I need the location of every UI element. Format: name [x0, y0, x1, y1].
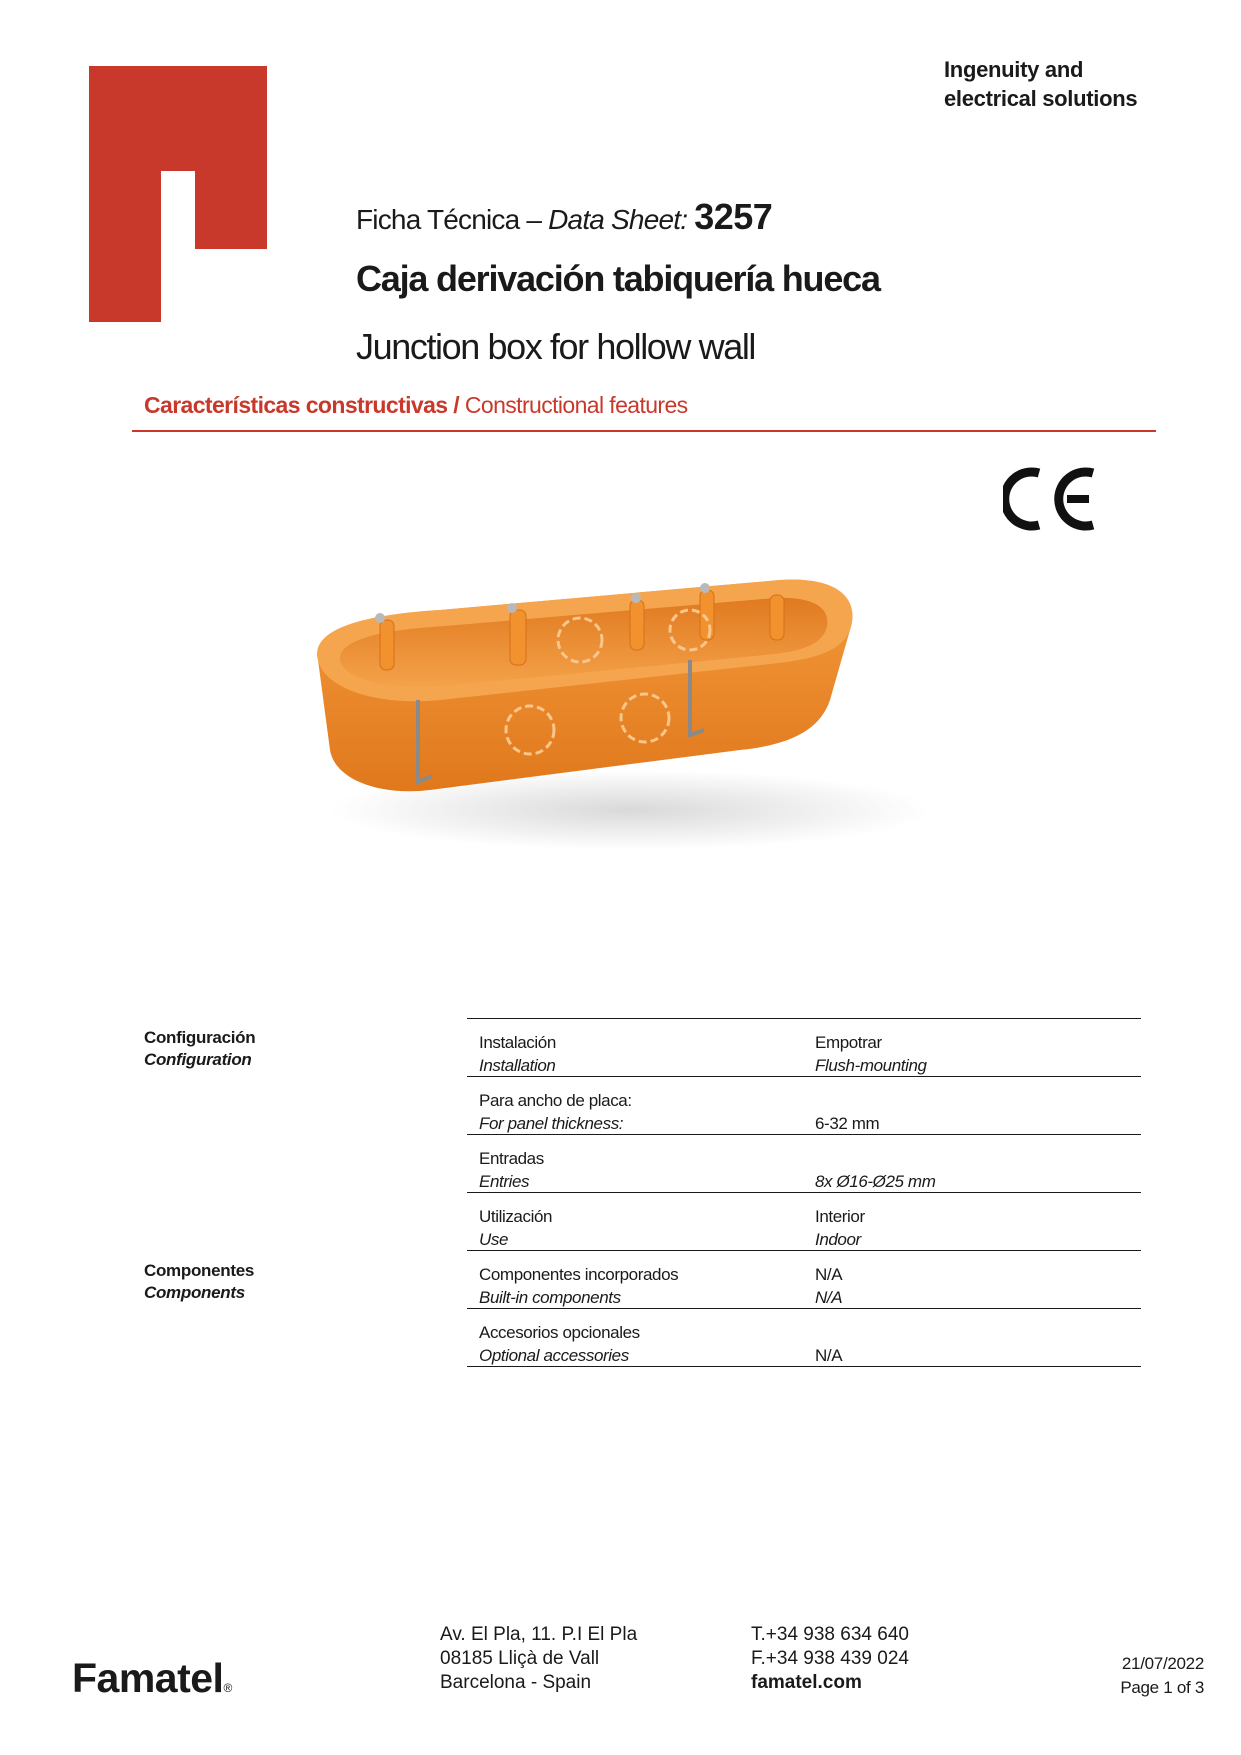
spec-value-es: N/A [815, 1265, 843, 1284]
footer-brand: Famatel [72, 1655, 224, 1701]
spec-name-en: For panel thickness: [479, 1114, 624, 1133]
spec-value: 8x Ø16-Ø25 mm [815, 1172, 936, 1191]
footer-phone: T.+34 938 634 640 [751, 1624, 909, 1645]
spec-value-en: Indoor [815, 1230, 861, 1249]
spec-name [479, 1205, 552, 1251]
spec-name [479, 1263, 678, 1309]
group-label-en: Configuration [144, 1050, 252, 1069]
spec-value-es: Empotrar [815, 1033, 882, 1052]
footer-brand-reg: ® [223, 1681, 232, 1695]
footer-website-link[interactable]: famatel.com [751, 1672, 862, 1693]
group-label-es: Componentes [144, 1261, 255, 1280]
table-row [467, 1077, 1141, 1135]
group-label-components [144, 1260, 254, 1304]
section-divider [132, 430, 1156, 432]
table-row [467, 1309, 1141, 1367]
footer-date-page [1040, 1652, 1204, 1700]
spec-name [479, 1321, 640, 1367]
tagline-line-2: electrical solutions [944, 86, 1138, 111]
table-row [467, 1193, 1141, 1251]
spec-name [479, 1089, 632, 1135]
table-row [467, 1135, 1141, 1193]
spec-name-en: Use [479, 1230, 509, 1249]
product-title-en: Junction box for hollow wall [356, 326, 756, 367]
tagline-line-1: Ingenuity and [944, 57, 1084, 82]
data-sheet-line [356, 196, 772, 238]
section-heading-en: Constructional features [459, 392, 688, 418]
footer-brand-logo [72, 1655, 232, 1702]
spec-table [467, 1018, 1141, 1367]
spec-value [815, 1205, 865, 1251]
group-label-configuration [144, 1027, 255, 1071]
address-line: Av. El Pla, 11. P.I El Pla [440, 1624, 638, 1645]
spec-name-en: Entries [479, 1172, 530, 1191]
spec-value: 6-32 mm [815, 1114, 880, 1133]
table-row [467, 1251, 1141, 1309]
table-row [467, 1019, 1141, 1077]
sheet-number: 3257 [694, 196, 773, 237]
spec-value [815, 1263, 842, 1309]
spec-name-es: Utilización [479, 1207, 553, 1226]
section-heading [144, 392, 688, 419]
spec-name-es: Entradas [479, 1149, 544, 1168]
junction-box-image [300, 560, 940, 860]
group-label-en: Components [144, 1283, 245, 1302]
spec-name [479, 1147, 544, 1193]
spec-name [479, 1031, 556, 1077]
sheet-prefix: Ficha Técnica – [356, 204, 549, 235]
sheet-italic: Data Sheet: [548, 204, 688, 235]
famatel-f-logo-icon [89, 66, 267, 322]
spec-name-en: Installation [479, 1056, 556, 1075]
address-line: 08185 Lliçà de Vall [440, 1648, 600, 1669]
spec-value: N/A [815, 1346, 843, 1365]
spec-name-es: Componentes incorporados [479, 1265, 679, 1284]
spec-name-es: Accesorios opcionales [479, 1323, 640, 1342]
spec-value [815, 1031, 927, 1077]
spec-name-es: Para ancho de placa: [479, 1091, 632, 1110]
spec-name-es: Instalación [479, 1033, 556, 1052]
address-line: Barcelona - Spain [440, 1672, 592, 1693]
footer-page-number: Page 1 of 3 [1120, 1678, 1204, 1697]
footer-fax: F.+34 938 439 024 [751, 1648, 909, 1669]
footer-address [440, 1623, 637, 1695]
spec-name-en: Optional accessories [479, 1346, 629, 1365]
spec-value-en: N/A [815, 1288, 843, 1307]
footer-date: 21/07/2022 [1121, 1654, 1204, 1673]
tagline [944, 55, 1137, 113]
product-title-es: Caja derivación tabiquería hueca [356, 258, 880, 299]
group-label-es: Configuración [144, 1028, 256, 1047]
section-heading-es: Características constructivas / [144, 392, 460, 418]
footer-contact [751, 1623, 909, 1695]
spec-name-en: Built-in components [479, 1288, 621, 1307]
spec-value-en: Flush-mounting [815, 1056, 927, 1075]
ce-mark-icon [1003, 465, 1101, 533]
spec-value-es: Interior [815, 1207, 865, 1226]
